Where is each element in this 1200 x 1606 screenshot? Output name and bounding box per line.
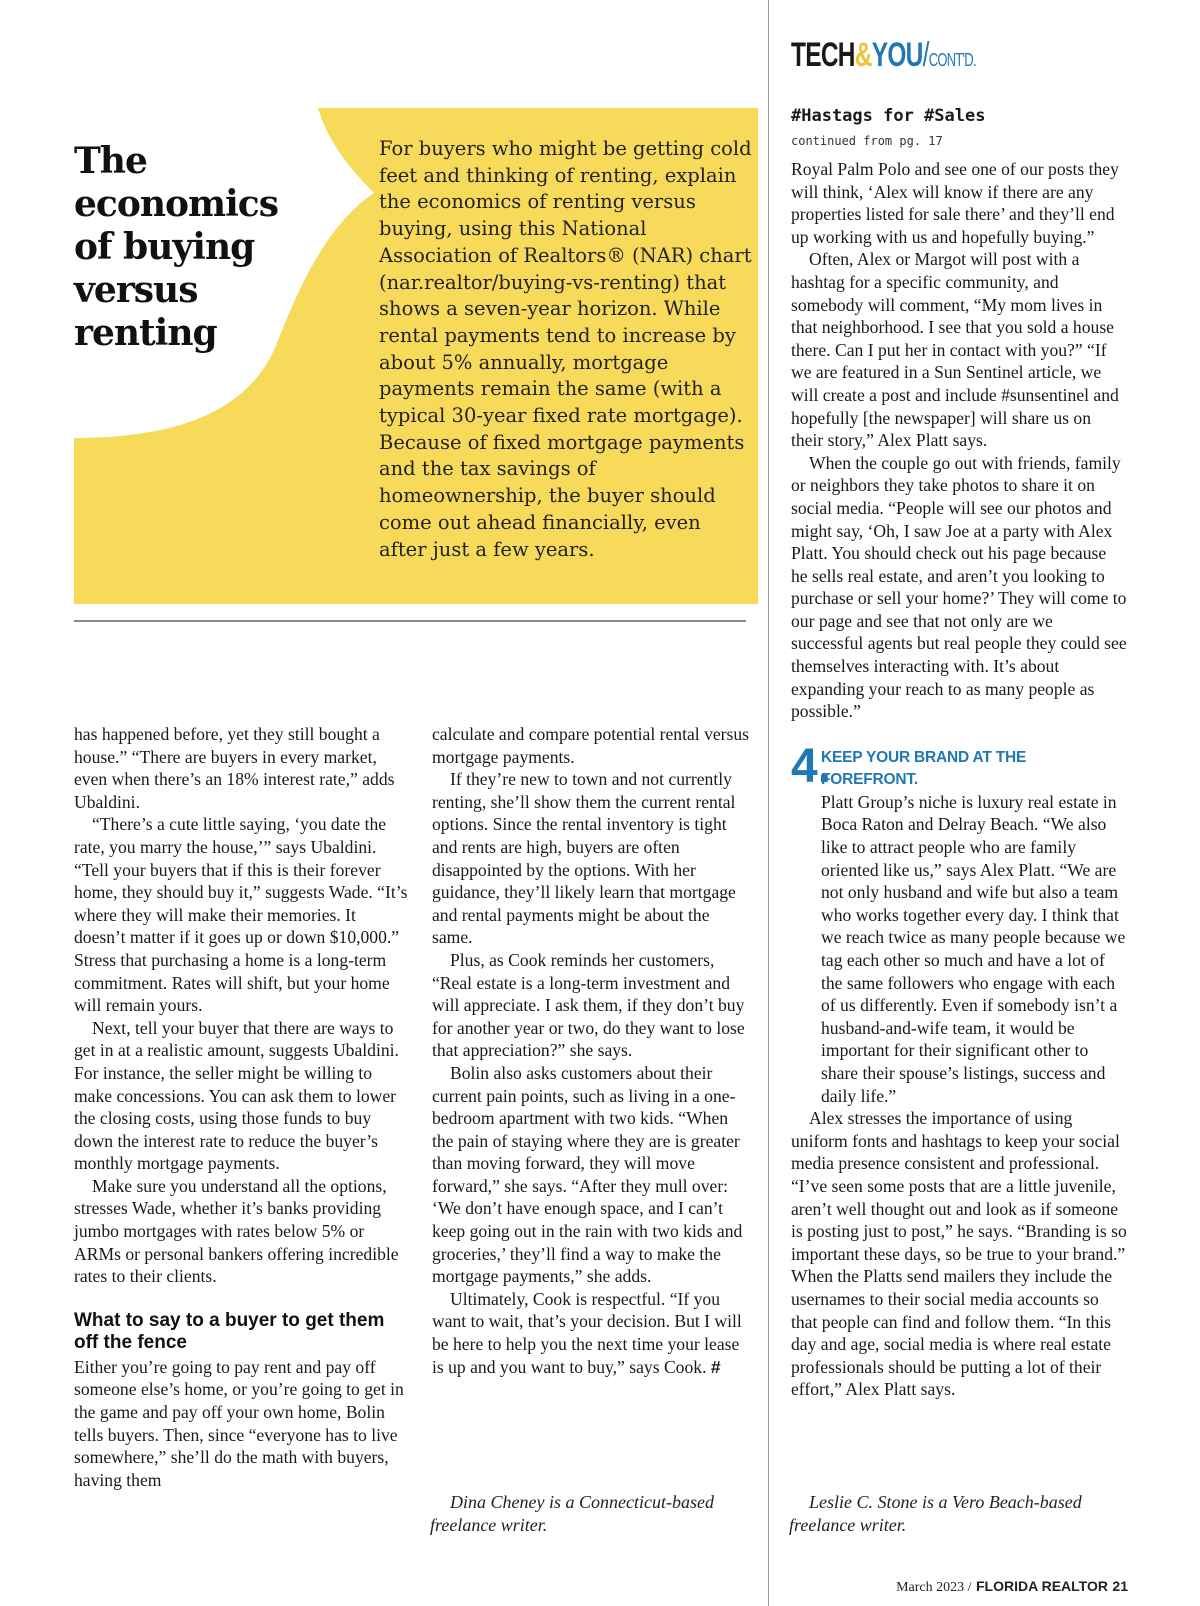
callout-title: The economics of buying versus renting: [74, 140, 278, 354]
paragraph: calculate and compare potential rental versus mortgage payments.: [432, 724, 750, 767]
paragraph: Plus, as Cook reminds her customers, “Real estate is a long-term investment and will appreciate. I ask them, if they don’t buy for another year or two, do they want to lose that appreciation?” she says.: [432, 949, 745, 1061]
section-number: 4.: [791, 739, 832, 793]
page-footer: [896, 1578, 1128, 1596]
paragraph: Make sure you understand all the options, stresses Wade, whether it’s banks providing jumbo mortgages with rates below 5% or ARMs or personal bankers offering incredible rates to their clients.: [74, 1175, 399, 1287]
brand-ampersand: &: [854, 36, 872, 74]
section-title: #Hastags for #Sales: [791, 106, 986, 126]
author-byline: [430, 1491, 750, 1537]
paragraph-final: [432, 1288, 752, 1378]
callout-body: For buyers who might be getting cold feet and thinking of renting, explain the economics of renting versus buying, using this National Association of Realtors® (NAR) chart (nar.realtor/buying-vs-renting) that shows a seven-year horizon. While rental payments tend to increase by about 5% annually, mortgage payments remain the same (with a typical 30-year fixed rate mortgage). Because of fixed mortgage payments and the tax savings of homeownership, the buyer should come out ahead financially, even after just a few years.: [379, 137, 752, 561]
author-byline: [789, 1491, 1129, 1537]
paragraph: “There’s a cute little saying, ‘you date the rate, you marry the house,’” says Ubaldini. “Tell your buyers that if this is their forever home, they should buy it,” suggests Wade. “It’s where they will make their memories. It doesn’t matter if it goes up or down $10,000.” Stress that purchasing a home is a long-term commitment. Rates will shift, but your home will remain yours.: [74, 814, 408, 1016]
subheading: What to say to a buyer to get them off the fence: [74, 1309, 385, 1353]
byline-line: freelance writer.: [430, 1515, 548, 1535]
byline-line: Dina Cheney is a Connecticut-based: [450, 1492, 714, 1512]
brand-you: YOU: [871, 36, 923, 74]
paragraph-text: Ultimately, Cook is respectful. “If you want to wait, that’s your decision. But I will be here to help you the next time your lease is up and you want to buy,” says Cook.: [432, 1288, 742, 1377]
brand-tech: TECH: [791, 36, 855, 74]
paragraph: Platt Group’s niche is luxury real estate in Boca Raton and Delray Beach. “We also like to attract people who are family oriented like us,” says Alex Platt. “We are not only husband and wife but also a team who works together every day. I think that we reach twice as many people because we tag each other so much and have a lot of the same followers who engage with each of us differently. Even if somebody isn’t a husband-and-wife team, it would be important for their significant other to share their spouse’s listings, success and daily life.”: [821, 791, 1126, 1106]
paragraph: If they’re new to town and not currently renting, she’ll show them the current rental options. Since the rental inventory is tight and rents are high, buyers are often disappointed by the options. With her guidance, they’ll likely learn that mortgage and rental payments might be about the same.: [432, 769, 736, 948]
callout-divider: [74, 620, 746, 622]
section-brand-logo: [791, 36, 976, 75]
byline-line: freelance writer.: [789, 1515, 907, 1535]
paragraph: has happened before, yet they still bought a house.” “There are buyers in every market, even when there’s an 18% interest rate,” adds Ubaldini.: [74, 724, 395, 812]
continued-note: continued from pg. 17: [791, 134, 943, 148]
paragraph: When the couple go out with friends, family or neighbors they take photos to share it on social media. “People will see our photos and might say, ‘Oh, I saw Joe at a party with Alex Platt. You should check out his page because he sells real estate, and aren’t you looking to purchase or sell your home?’ They will come to our page and see that not only are we successful agents but real people they could see themselves interacting with. It’s about expanding your reach to as many people as possible.”: [791, 452, 1127, 722]
footer-publication: FLORIDA REALTOR: [976, 1578, 1108, 1594]
footer-date: March 2023 /: [896, 1580, 972, 1595]
numbered-section: [791, 739, 1127, 1107]
numbered-section-heading: KEEP YOUR BRAND AT THE FOREFRONT.: [821, 748, 1027, 788]
paragraph: Alex stresses the importance of using uniform fonts and hashtags to keep your social media presence consistent and professional. “I’ve seen some posts that are a little juvenile, aren’t well thought out and look as if someone is posting just to post,” he says. “Branding is so important these days, so be true to your brand.” When the Platts send mailers they include the usernames to their social media accounts so that people can find and follow them. “In this day and age, social media is where real estate professionals should be putting a lot of their effort,” Alex Platt says.: [791, 1108, 1127, 1400]
column-divider: [768, 0, 769, 1606]
article-column-2: [432, 723, 752, 1378]
paragraph: Next, tell your buyer that there are ways to get in at a realistic amount, suggests Ubaldini. For instance, the seller might be willing to make concessions. You can ask them to lower the closing costs, using those funds to buy down the interest rate to reduce the buyer’s monthly mortgage payments.: [74, 1017, 399, 1174]
article-column-1: [74, 723, 410, 1491]
page-number: 21: [1112, 1578, 1128, 1594]
end-mark-icon: #: [710, 1356, 721, 1377]
brand-slash: /: [922, 36, 929, 74]
paragraph: Bolin also asks customers about their current pain points, such as living in a one-bedroom apartment with two kids. “When the pain of staying where they are is greater than moving forward, they will move forward,” she says. “After they mull over: ‘We don’t have enough space, and I can’t keep going out in the rain with two kids and groceries,’ they’ll find a way to make the mortgage payments,” she adds.: [432, 1062, 743, 1287]
article-column-3: [791, 158, 1127, 1401]
byline-line: Leslie C. Stone is a Vero Beach-based: [809, 1492, 1082, 1512]
paragraph: Often, Alex or Margot will post with a hashtag for a specific community, and somebody will comment, “My mom lives in that neighborhood. I see that you sold a house there. Can I put her in contact with you?” “If we are featured in a Sun Sentinel article, we will create a post and include #sunsentinel and hopefully [the newspaper] will share us on their story,” Alex Platt says.: [791, 249, 1119, 451]
paragraph: Royal Palm Polo and see one of our posts they will think, ‘Alex will know if there are any properties listed for sale there’ and they’ll end up working with us and hopefully buying.”: [791, 159, 1119, 247]
paragraph: Either you’re going to pay rent and pay off someone else’s home, or you’re going to get in the game and pay off your own home, Bolin tells buyers. Then, since “everyone has to live somewhere,” she’ll do the math with buyers, having them: [74, 1356, 404, 1490]
brand-continued: CONT'D.: [928, 50, 976, 70]
